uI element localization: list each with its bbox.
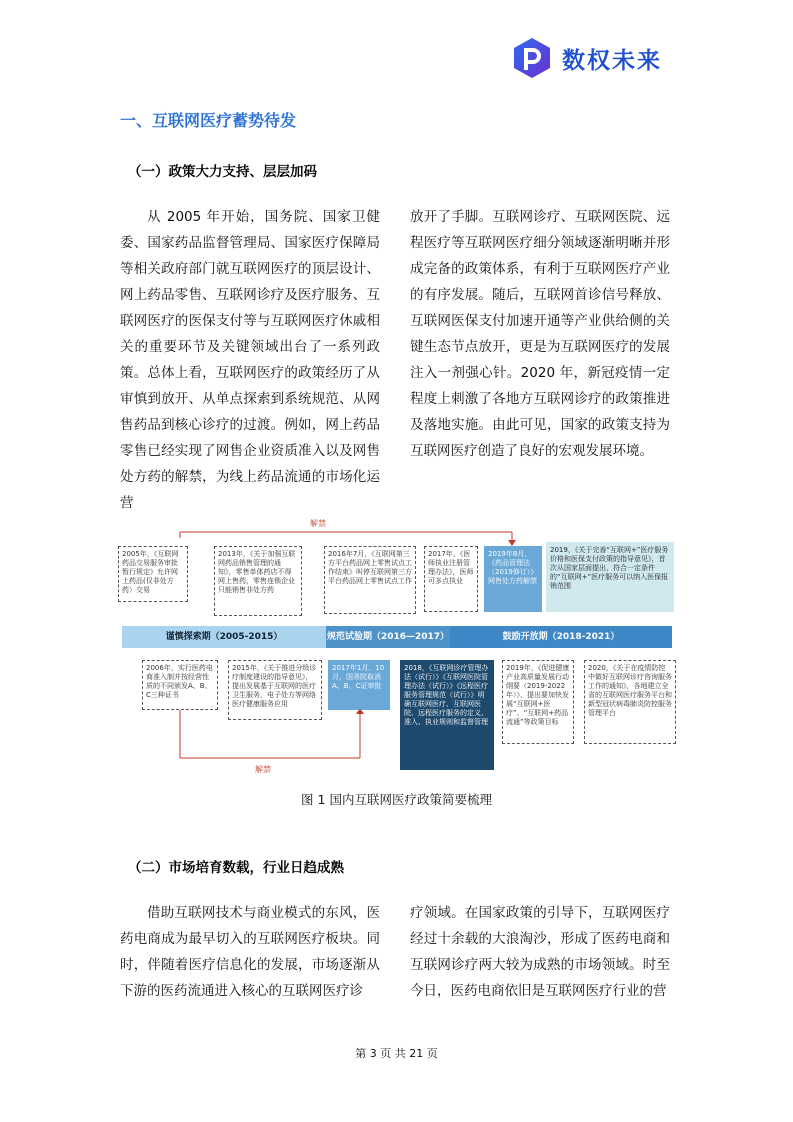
policy-box: 2019年8月，《药品管理法（2019修订）》网售处方药解禁 bbox=[484, 546, 542, 612]
policy-box: 2015年，《关于推进分级诊疗制度建设的指导意见》，提出发展基于互联网的医疗卫生服务，电子处方等网络医疗健康服务应用 bbox=[228, 660, 322, 720]
body-column-left-2 bbox=[120, 900, 380, 1004]
policy-box: 2013年，《关于加强互联网药品销售管理的通知》，零售单体药店不得网上售药，零售连锁企业只能销售非处方药 bbox=[214, 546, 302, 616]
phase-3: 鼓励开放期（2018-2021） bbox=[450, 626, 672, 648]
policy-box: 2019年，《促进健康产业高质量发展行动纲要（2019-2022年）》，提出要加快发展“互联网+医疗”、“互联网+药品流通”等政策目标 bbox=[502, 660, 574, 744]
paragraph: 疗领域。在国家政策的引导下，互联网医疗经过十余载的大浪淘沙，形成了医药电商和互联网诊疗两大较为成熟的市场领域。时至今日，医药电商依旧是互联网医疗行业的营 bbox=[410, 905, 670, 999]
top-release-label: 解禁 bbox=[310, 519, 326, 528]
policy-box: 2019，《关于完善“互联网+”医疗服务价格和医保支付政策的指导意见》，首次从国家层面提出，符合一定条件的“互联网+”医疗服务可以纳入医保报销范围 bbox=[546, 542, 674, 612]
policy-box: 2020，《关于在疫情防控中做好互联网诊疗咨询服务工作的通知》，各地建立全省的互联网医疗服务平台和新型冠状病毒肺炎防控服务管理平台 bbox=[584, 660, 676, 744]
paragraph: 借助互联网技术与商业模式的东风，医药电商成为最早切入的互联网医疗板块。同时，伴随着医疗信息化的发展，市场逐渐从下游的医药流通进入核心的互联网医疗诊 bbox=[120, 905, 380, 999]
body-column-right-2 bbox=[410, 900, 670, 1004]
policy-box: 2005年，《互联网药品交易服务审批暂行规定》允许网上药品(仅非处方药）交易 bbox=[118, 546, 188, 602]
subsection-title-1: （一）政策大力支持、层层加码 bbox=[128, 164, 317, 180]
policy-box: 2017年1月、10月，国务院取消A、B、C证审批 bbox=[328, 660, 390, 710]
policy-box: 2016年7月，《互联网第三方平台药品网上零售试点工作结束》叫停互联网第三方平台药品网上零售试点工作 bbox=[324, 546, 416, 614]
page-number: 第 3 页 共 21 页 bbox=[355, 1047, 438, 1060]
phase-2: 规范试验期（2016—2017） bbox=[326, 626, 450, 648]
paragraph: 放开了手脚。互联网诊疗、互联网医院、远程医疗等互联网医疗细分领域逐渐明晰并形成完备的政策体系，有利于互联网医疗产业的有序发展。随后，互联网首诊信号释放、互联网医保支付加速开通等产业供给侧的关键生态节点放开，更是为互联网医疗的发展注入一剂强心针。2020 年，新冠疫情一定程度上刺激了各地方互联网诊疗的政策推进及落地实施。由此可见，国家的政策支持为互联网医疗创造了良好的宏观发展环境。 bbox=[410, 209, 670, 459]
body-column-right-1 bbox=[410, 204, 670, 464]
policy-box: 2018，《互联网诊疗管理办法（试行）》《互联网医院管理办法（试行）》《远程医疗服务管理规范（试行）》明确互联网医疗、互联网医院、远程医疗服务的定义、准入、执业规则和监督管理 bbox=[400, 660, 494, 770]
bottom-release-label: 解禁 bbox=[255, 765, 271, 774]
policy-box: 2017年，《医师执业注册管理办法》，医师可多点执业 bbox=[424, 546, 478, 612]
figure-caption: 图 1 国内互联网医疗政策简要梳理 bbox=[301, 792, 492, 807]
paragraph: 从 2005 年开始，国务院、国家卫健委、国家药品监督管理局、国家医疗保障局等相关政府部门就互联网医疗的顶层设计、网上药品零售、互联网诊疗及医疗服务、互联网医疗的医保支付等与互联网医疗休戚相关的重要环节及关键领域出台了一系列政策。总体上看，互联网医疗的政策经历了从审慎到放开、从单点探索到系统规范、从网售药品到核心诊疗的过渡。例如，网上药品零售已经实现了网售企业资质准入以及网售处方药的解禁，为线上药品流通的市场化运营 bbox=[120, 209, 380, 511]
policy-box: 2006年，实行医药电商准入制并按经营性质的不同颁发A、B、C三种证书 bbox=[142, 660, 218, 710]
brand-logo bbox=[510, 36, 662, 80]
brand-name: 数权未来 bbox=[562, 47, 662, 74]
phase-1: 谨慎探索期（2005-2015） bbox=[122, 626, 326, 648]
subsection-title-2: （二）市场培育数载，行业日趋成熟 bbox=[128, 860, 344, 876]
policy-timeline-figure bbox=[110, 510, 685, 780]
section-title: 一、互联网医疗蓄势待发 bbox=[120, 111, 297, 130]
dp-logo-icon bbox=[510, 36, 554, 80]
body-column-left-1 bbox=[120, 204, 380, 516]
